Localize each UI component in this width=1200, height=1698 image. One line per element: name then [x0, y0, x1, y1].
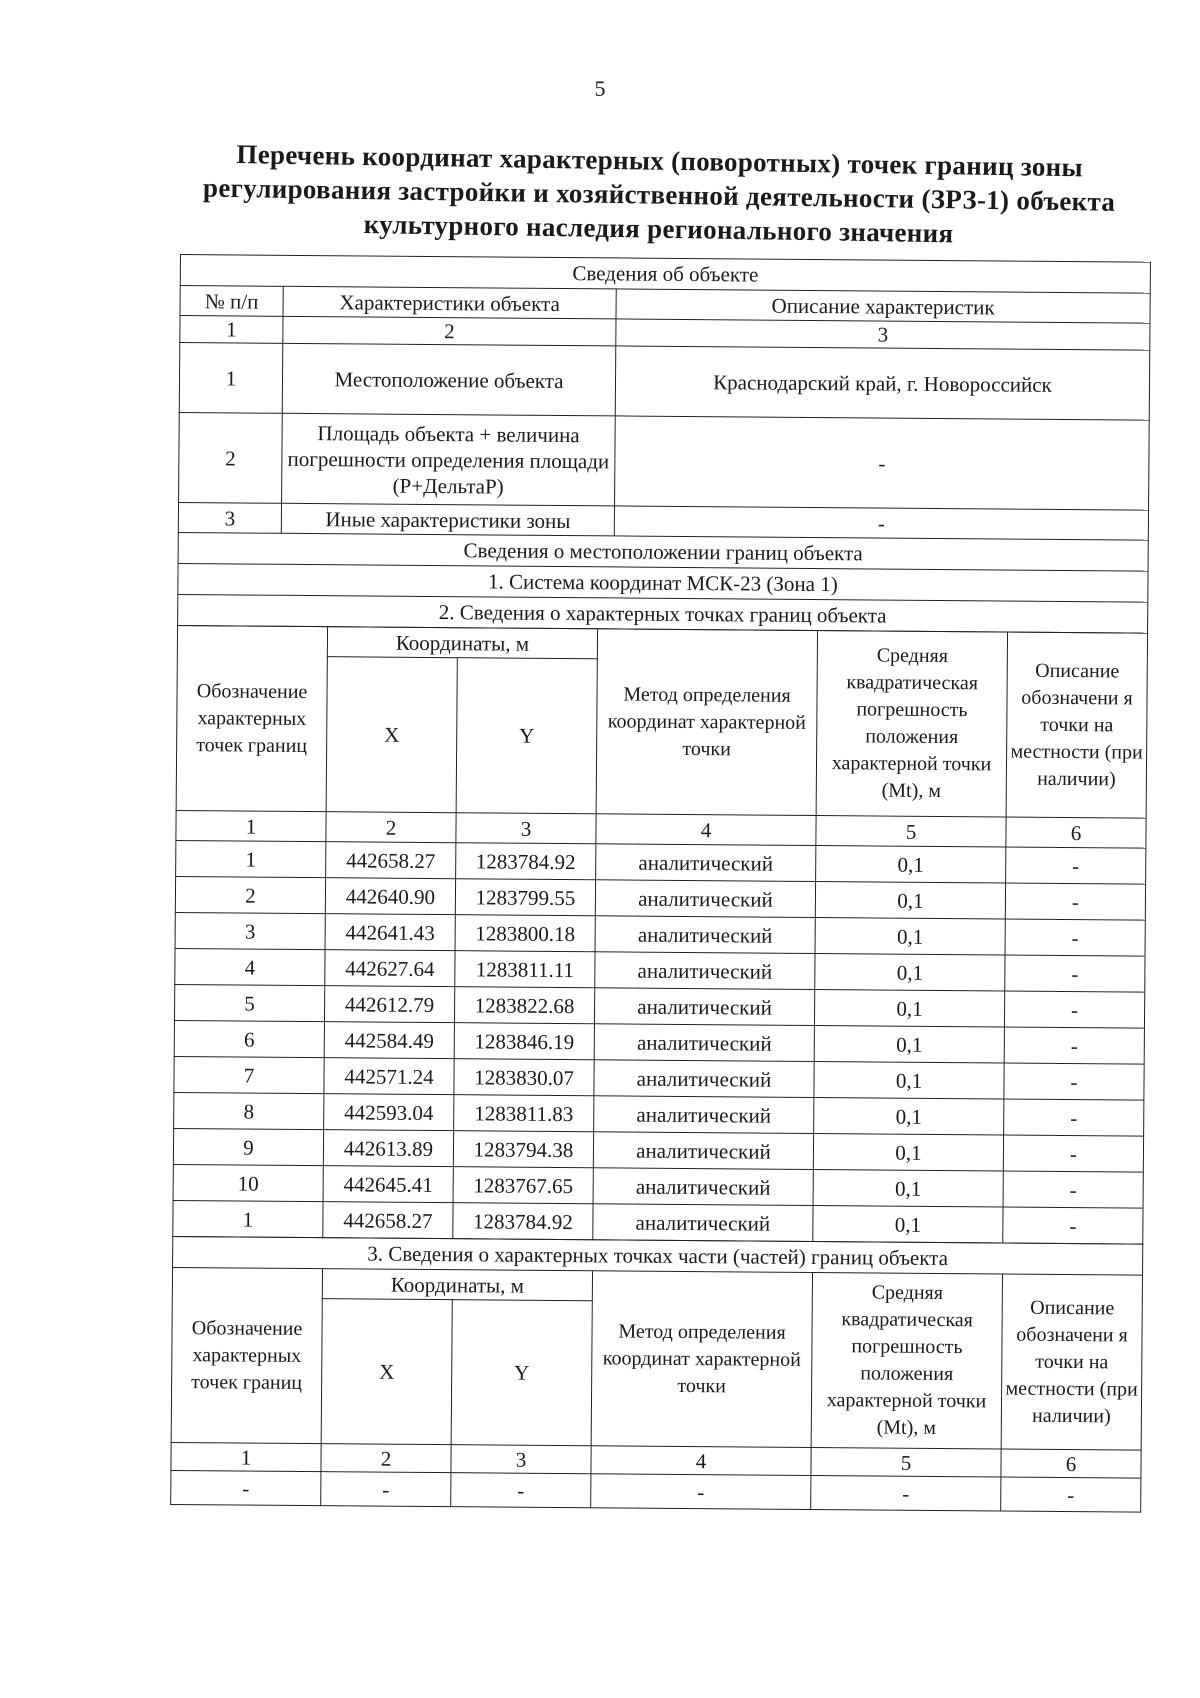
point-x: 442612.79: [324, 986, 454, 1023]
col-number: 4: [591, 1446, 811, 1476]
point-id: 3: [175, 912, 325, 949]
header-description: Описание обозначени я точки на местности (при наличии): [1001, 1274, 1142, 1450]
point-mt: 0,1: [813, 1170, 1003, 1207]
row-num: 2: [179, 412, 283, 503]
col-number: 1: [171, 1442, 321, 1471]
col-number: 3: [456, 813, 596, 844]
point-desc: -: [1004, 991, 1144, 1028]
point-y: 1283830.07: [454, 1059, 594, 1096]
point-y: 1283846.19: [454, 1023, 594, 1060]
col-number: 2: [326, 812, 456, 843]
point-desc: -: [1003, 1207, 1143, 1244]
point-id: 5: [174, 984, 324, 1021]
point-desc: -: [1003, 1135, 1143, 1172]
point-id: 8: [174, 1092, 324, 1129]
col-number: 5: [816, 816, 1006, 847]
point-desc: -: [1004, 1063, 1144, 1100]
point-id: 1: [173, 1200, 323, 1237]
header-y: Y: [456, 658, 597, 814]
point-y: 1283811.11: [455, 951, 595, 988]
row-value: -: [615, 416, 1150, 510]
point-id: -: [171, 1470, 321, 1505]
point-y: 1283811.83: [454, 1095, 594, 1132]
boundary-points-table: [172, 625, 1148, 1245]
point-method: аналитический: [594, 1060, 814, 1098]
header-error: Средняя квадратическая погрешность положения характерной точки (Mt), м: [816, 631, 1007, 817]
point-y: 1283784.92: [456, 843, 596, 880]
point-id: 2: [175, 876, 325, 913]
point-method: аналитический: [595, 916, 815, 954]
table-row: [171, 1470, 1141, 1512]
point-x: 442658.27: [326, 842, 456, 879]
table-row: [179, 412, 1150, 510]
document-title: [168, 136, 1149, 253]
point-mt: 0,1: [814, 1062, 1004, 1099]
col-number: 1: [176, 810, 326, 841]
row-value: -: [614, 506, 1148, 540]
col-number: 2: [321, 1444, 451, 1473]
point-x: 442593.04: [324, 1094, 454, 1131]
row-num: 1: [179, 343, 283, 414]
point-method: аналитический: [596, 844, 816, 882]
header-y: Y: [451, 1300, 592, 1446]
point-desc: -: [1004, 1099, 1144, 1136]
row-name: Местоположение объекта: [282, 343, 616, 416]
point-mt: 0,1: [815, 918, 1005, 955]
point-y: 1283784.92: [453, 1203, 593, 1240]
title-line-1: Перечень координат характерных (поворотных) точек границ зоны: [236, 139, 1084, 183]
point-method: аналитический: [594, 988, 814, 1026]
point-mt: -: [811, 1475, 1001, 1510]
point-x: 442613.89: [323, 1130, 453, 1167]
object-info-header: Сведения об объекте: [180, 255, 1150, 294]
point-desc: -: [1006, 847, 1146, 884]
point-x: 442645.41: [323, 1166, 453, 1203]
point-method: аналитический: [595, 880, 815, 918]
point-x: 442584.49: [324, 1022, 454, 1059]
col-number: 4: [596, 814, 816, 846]
point-method: аналитический: [594, 1024, 814, 1062]
header-designation: Обозначение характерных точек границ: [176, 625, 327, 811]
point-desc: -: [1004, 1027, 1144, 1064]
point-desc: -: [1005, 883, 1145, 920]
col-number: 6: [1001, 1449, 1141, 1478]
object-info-table: [177, 254, 1151, 634]
point-y: 1283822.68: [454, 987, 594, 1024]
title-line-3: культурного наследия регионального значения: [363, 209, 954, 249]
row-name: Площадь объекта + величина погрешности определения площади (Р+ДельтаР): [282, 413, 616, 506]
point-x: 442641.43: [325, 914, 455, 951]
col-header-characteristic: Характеристики объекта: [283, 286, 616, 319]
point-desc: -: [1001, 1477, 1141, 1512]
header-description: Описание обозначени я точки на местности (при наличии): [1006, 632, 1147, 818]
col-header-num: № п/п: [180, 286, 283, 317]
header-method: Метод определения координат характерной точки: [596, 629, 817, 816]
point-method: аналитический: [593, 1168, 813, 1206]
row-num: 3: [178, 502, 281, 533]
points-header: 2. Сведения о характерных точках границ объекта: [178, 594, 1148, 633]
col-number: 1: [180, 316, 283, 344]
col-number: 2: [283, 316, 616, 346]
point-id: 10: [173, 1164, 323, 1201]
parts-header: 3. Сведения о характерных точках части (частей) границ объекта: [173, 1236, 1143, 1275]
header-x: X: [321, 1299, 452, 1445]
header-error: Средняя квадратическая погрешность положения характерной точки (Mt), м: [811, 1272, 1002, 1448]
point-method: аналитический: [594, 1096, 814, 1134]
row-name: Иные характеристики зоны: [281, 503, 614, 536]
col-number: 5: [811, 1447, 1001, 1476]
point-mt: 0,1: [814, 1098, 1004, 1135]
point-mt: 0,1: [813, 1206, 1003, 1243]
col-number: 6: [1006, 817, 1146, 848]
header-designation: Обозначение характерных точек границ: [171, 1267, 322, 1443]
point-y: -: [451, 1473, 591, 1508]
parts-points-table: [170, 1236, 1143, 1513]
point-id: 1: [176, 840, 326, 877]
point-x: 442640.90: [325, 878, 455, 915]
point-y: 1283767.65: [453, 1167, 593, 1204]
point-y: 1283800.18: [455, 915, 595, 952]
col-number: 3: [616, 319, 1150, 350]
boundary-header: Сведения о местоположении границ объекта: [178, 532, 1148, 571]
point-x: 442627.64: [325, 950, 455, 987]
col-header-description: Описание характеристик: [616, 289, 1150, 323]
point-desc: -: [1005, 919, 1145, 956]
table-row: [179, 343, 1150, 421]
point-mt: 0,1: [816, 846, 1006, 883]
header-coords: Координаты, м: [322, 1269, 592, 1301]
point-id: 7: [174, 1056, 324, 1093]
row-value: Краснодарский край, г. Новороссийск: [615, 346, 1150, 420]
header-method: Метод определения координат характерной точки: [591, 1271, 812, 1448]
point-y: 1283799.55: [455, 879, 595, 916]
point-method: аналитический: [593, 1132, 813, 1170]
point-x: -: [321, 1472, 451, 1507]
point-mt: 0,1: [815, 954, 1005, 991]
point-x: 442658.27: [323, 1202, 453, 1239]
col-number: 3: [451, 1445, 591, 1474]
point-mt: 0,1: [813, 1134, 1003, 1171]
point-mt: 0,1: [814, 1026, 1004, 1063]
point-method: аналитический: [593, 1204, 813, 1242]
point-mt: 0,1: [814, 990, 1004, 1027]
title-line-2: регулирования застройки и хозяйственной деятельности (ЗРЗ-1) объекта: [202, 172, 1116, 217]
coordinates-sheet: [170, 254, 1150, 1513]
coord-system: 1. Система координат МСК-23 (Зона 1): [178, 563, 1148, 602]
point-x: 442571.24: [324, 1058, 454, 1095]
point-id: 4: [175, 948, 325, 985]
point-mt: 0,1: [815, 882, 1005, 919]
point-desc: -: [1003, 1171, 1143, 1208]
page-number: 5: [594, 76, 606, 101]
header-x: X: [326, 657, 457, 813]
point-method: аналитический: [595, 952, 815, 990]
point-method: -: [591, 1474, 811, 1510]
point-id: 9: [173, 1128, 323, 1165]
point-id: 6: [174, 1020, 324, 1057]
header-coords: Координаты, м: [327, 627, 597, 659]
point-desc: -: [1005, 955, 1145, 992]
point-y: 1283794.38: [453, 1131, 593, 1168]
